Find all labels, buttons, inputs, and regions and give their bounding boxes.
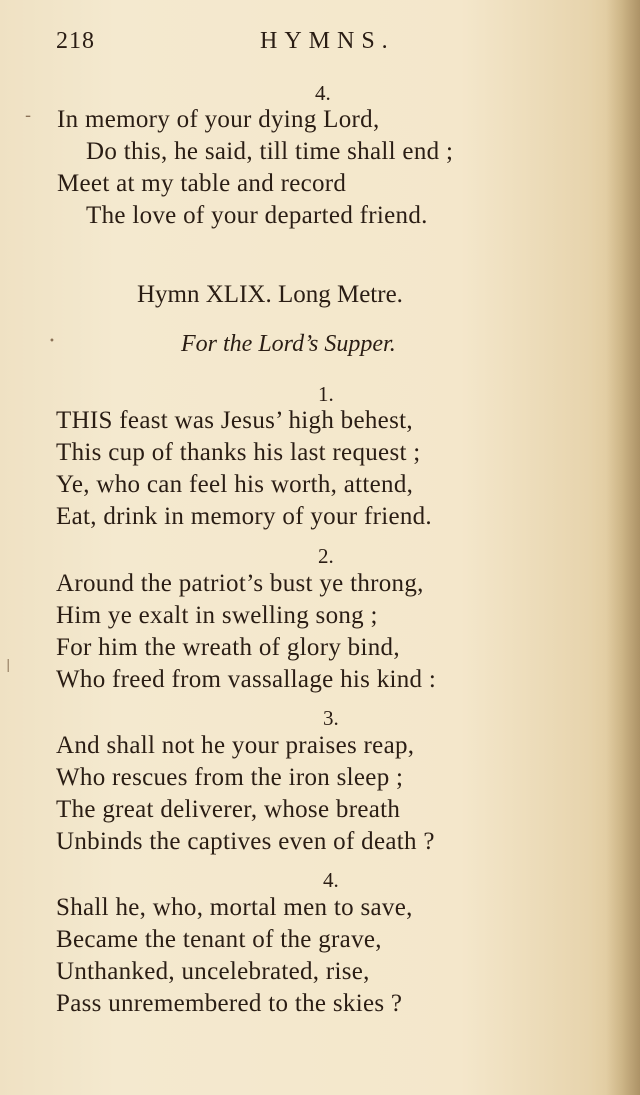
page-header (56, 28, 576, 58)
margin-dot-mark: • (49, 336, 55, 347)
stanza-4-line-2: Became the tenant of the grave, (56, 926, 382, 953)
running-title: HYMNS. (260, 28, 395, 54)
stanza-4-line-1: Shall he, who, mortal men to save, (56, 894, 413, 921)
stanza-1-line-2: This cup of thanks his last request ; (56, 439, 421, 466)
top-stanza-line-3: Meet at my table and record (57, 170, 347, 197)
stanza-2-line-2: Him ye exalt in swelling song ; (56, 602, 378, 629)
stanza-1-line-3: Ye, who can feel his worth, attend, (56, 471, 414, 498)
stanza-3-number: 3. (323, 706, 339, 730)
stanza-3-line-1: And shall not he your praises reap, (56, 732, 415, 759)
hymn-title: Hymn XLIX. Long Metre. (137, 281, 403, 308)
top-stanza-line-2: Do this, he said, till time shall end ; (86, 138, 454, 165)
page-edge-shadow (606, 0, 640, 1095)
stanza-2-number: 2. (318, 544, 334, 568)
page-number: 218 (56, 28, 95, 54)
stanza-2-line-1: Around the patriot’s bust ye throng, (56, 570, 424, 597)
stanza-3-line-2: Who rescues from the iron sleep ; (56, 764, 404, 791)
top-stanza-number: 4. (315, 81, 331, 105)
margin-dash-mark: - (25, 105, 32, 126)
stanza-3-line-4: Unbinds the captives even of death ? (56, 828, 435, 855)
stanza-4-number: 4. (323, 868, 339, 892)
stanza-1-line-1: THIS feast was Jesus’ high behest, (56, 407, 413, 434)
stanza-1-number: 1. (318, 382, 334, 406)
stanza-4-line-4: Pass unremembered to the skies ? (56, 990, 403, 1017)
stanza-2-line-4: Who freed from vassallage his kind : (56, 666, 437, 693)
hymn-subtitle: For the Lord’s Supper. (181, 331, 396, 357)
margin-tick-mark: | (6, 658, 11, 673)
stanza-2-line-3: For him the wreath of glory bind, (56, 634, 400, 661)
top-stanza-line-4: The love of your departed friend. (86, 202, 428, 229)
stanza-3-line-3: The great deliverer, whose breath (56, 796, 401, 823)
stanza-1-line-4: Eat, drink in memory of your friend. (56, 503, 432, 530)
stanza-4-line-3: Unthanked, uncelebrated, rise, (56, 958, 370, 985)
top-stanza-line-1: In memory of your dying Lord, (57, 106, 380, 133)
